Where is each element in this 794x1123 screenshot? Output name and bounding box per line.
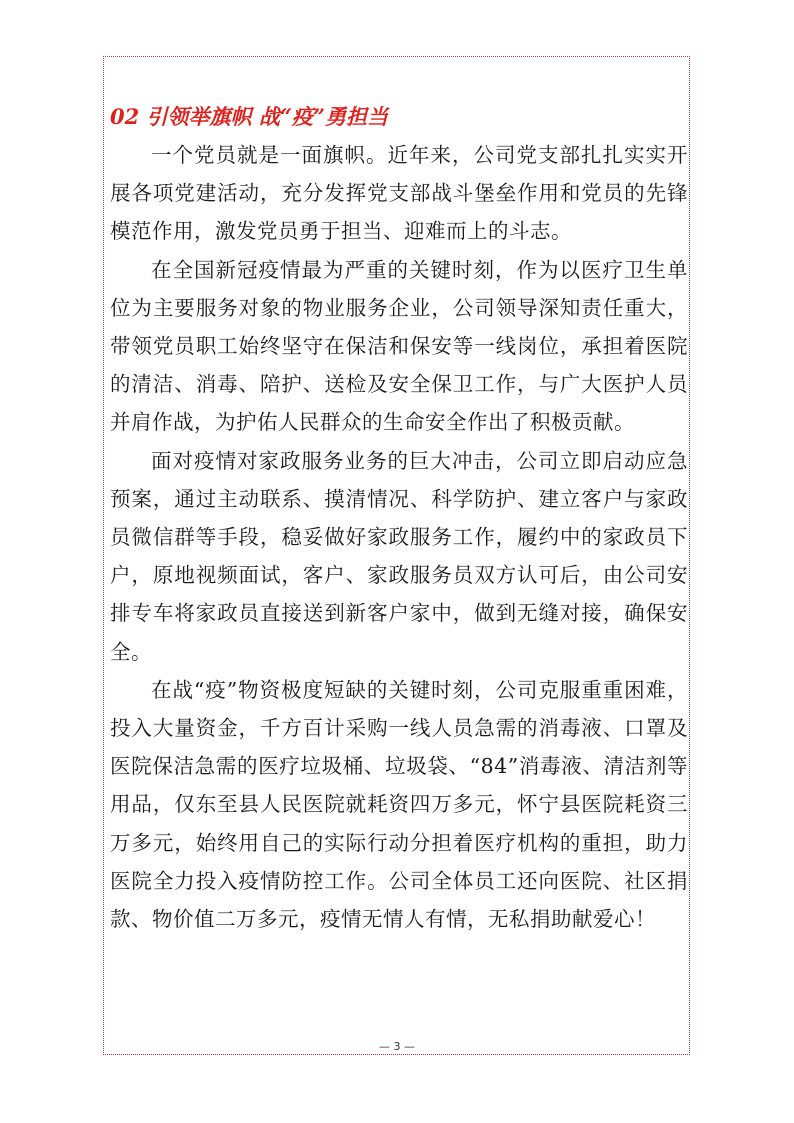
page-number: — 3 — xyxy=(379,1040,415,1053)
section-heading: 02 引领举旗帜 战“疫”勇担当 xyxy=(110,104,389,129)
paragraph-1: 一个党员就是一面旗帜。近年来，公司党支部扎扎实实开展各项党建活动，充分发挥党支部战斗堡垒作用和党员的先锋模范作用，激发党员勇于担当、迎难而上的斗志。 xyxy=(110,143,688,244)
document-body xyxy=(110,98,688,938)
paragraph-4: 在战“疫”物资极度短缺的关键时刻，公司克服重重困难，投入大量资金，千方百计采购一线人员急需的消毒液、口罩及医院保洁急需的医疗垃圾桶、垃圾袋、“84”消毒液、清洁剂等用品，仅东至县人民医院就耗资四万多元，怀宁县医院耗资三万多元，始终用自己的实际行动分担着医疗机构的重担，助力医院全力投入疫情防控工作。公司全体员工还向医院、社区捐款、物价值二万多元，疫情无情人有情，无私捐助献爱心！ xyxy=(110,677,688,932)
paragraph-3: 面对疫情对家政服务业务的巨大冲击，公司立即启动应急预案，通过主动联系、摸清情况、科学防护、建立客户与家政员微信群等手段，稳妥做好家政服务工作，履约中的家政员下户，原地视频面试，客户、家政服务员双方认可后，由公司安排专车将家政员直接送到新客户家中，做到无缝对接，确保安全。 xyxy=(110,448,688,664)
paragraph-2: 在全国新冠疫情最为严重的关键时刻，作为以医疗卫生单位为主要服务对象的物业服务企业，公司领导深知责任重大，带领党员职工始终坚守在保洁和保安等一线岗位，承担着医院的清洁、消毒、陪护、送检及安全保卫工作，与广大医护人员并肩作战，为护佑人民群众的生命安全作出了积极贡献。 xyxy=(110,257,688,435)
